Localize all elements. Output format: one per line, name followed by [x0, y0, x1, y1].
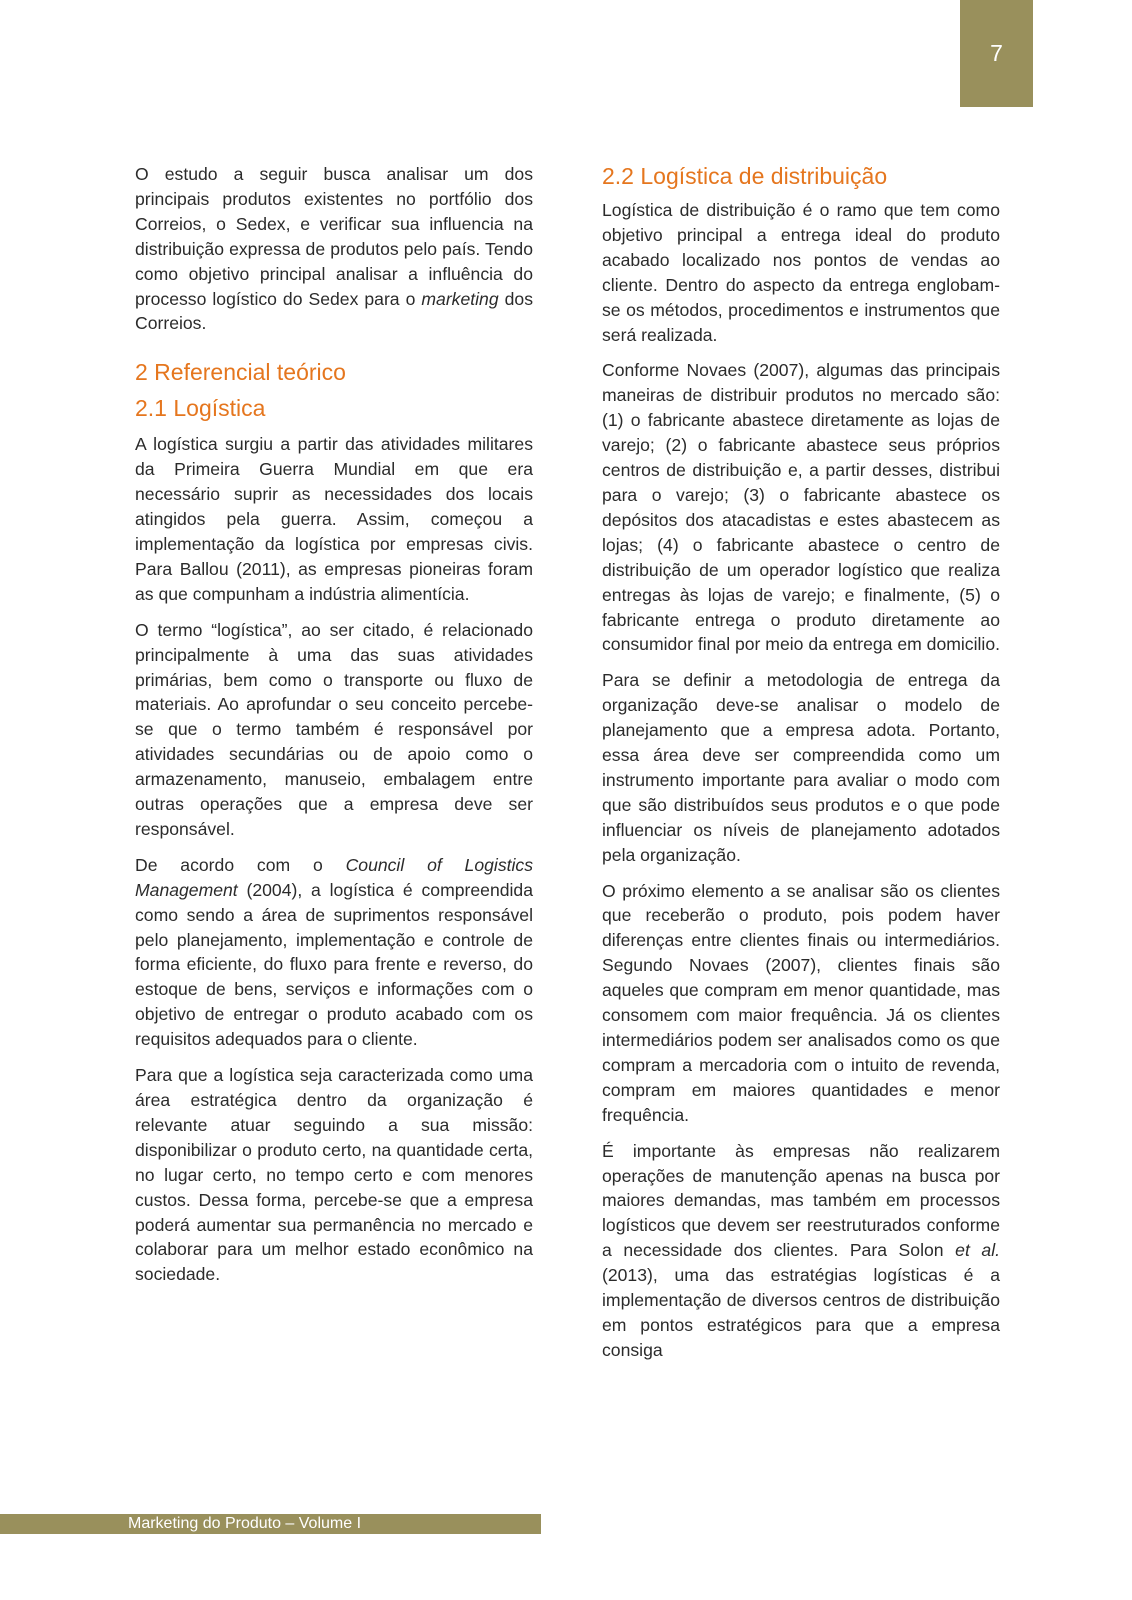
page-number-tab — [960, 0, 1033, 107]
council-italic: Council of Logistics Management — [135, 854, 534, 900]
right-column — [602, 162, 1000, 1374]
paragraph-novaes: Conforme Novaes (2007), algumas das principais maneiras de distribuir produtos no mercado são: (1) o fabricante abastece diretamente as lojas de varejo; (2) o fabricante abastece seus próprios centros de distribuição e, a partir desses, distribui para o varejo; (3) o fabricante abastece os depósitos dos atacadistas e estes abastecem as lojas; (4) o fabricante abastece o centro de distribuição de um operador logístico que realiza entregas às lojas de varejo; e finalmente, (5) o fabricante entrega o produto diretamente ao consumidor final por meio da entrega em domicilio. — [602, 360, 1001, 655]
footer-text: Marketing do Produto – Volume I — [128, 1515, 362, 1532]
paragraph-solon: É importante às empresas não realizarem operações de manutenção apenas na busca por maiores demandas, mas também em processos logísticos que devem ser reestruturados conforme a necessidade dos clientes. Para Solon et al. (2013), uma das estratégias logísticas é a implementação de diversos centros de distribuição em pontos estratégicos para que a empresa consiga — [602, 1140, 1000, 1360]
marketing-italic: marketing — [421, 288, 499, 309]
paragraph-clientes: O próximo elemento a se analisar são os clientes que receberão o produto, pois podem haver diferenças entre clientes finais ou intermediários. Segundo Novaes (2007), clientes finais são aqueles que compram em menor quantidade, mas consomem com maior frequência. Já os clientes intermediários podem ser analisados como os que compram a mercadoria com o intuito de revenda, compram em maiores quantidades e menor frequência. — [602, 880, 1000, 1125]
paragraph-termo: O termo “logística”, ao ser citado, é relacionado principalmente à uma das suas atividades primárias, bem como o transporte ou fluxo de materiais. Ao aprofundar o seu conceito percebe-se que o termo também é responsável por atividades secundárias ou de apoio como o armazenamento, manuseio, embalagem entre outras operações que a empresa deve ser responsável. — [135, 619, 533, 839]
paragraph-estrategica: Para que a logística seja caracterizada como uma área estratégica dentro da organização é relevante atuar seguindo a sua missão: disponibilizar o produto certo, na quantidade certa, no lugar certo, no tempo certo e com menores custos. Dessa forma, percebe-se que a empresa poderá aumentar sua permanência no mercado e colaborar para um melhor estado econômico na sociedade. — [135, 1065, 533, 1285]
paragraph-council: De acordo com o Council of Logistics Management (2004), a logística é compreendida como sendo a área de suprimentos responsável pelo planejamento, implementação e controle de forma eficiente, do fluxo para frente e reverso, do estoque de bens, serviços e informações com o objetivo de entregar o produto acabado com os requisitos adequados para o cliente. — [135, 854, 534, 1050]
subheading-logistica: 2.1 Logística — [135, 395, 266, 422]
paragraph-definicao: Logística de distribuição é o ramo que tem como objetivo principal a entrega ideal do produto acabado localizado nos pontos de vendas ao cliente. Dentro do aspecto da entrega englobam-se os métodos, procedimentos e instrumentos que será realizada. — [602, 200, 1000, 345]
left-column — [135, 162, 533, 1298]
et-al-italic: et al. — [955, 1240, 1000, 1261]
paragraph-logistica-origin: A logística surgiu a partir das atividades militares da Primeira Guerra Mundial em que era necessário suprir as necessidades dos locais atingidos pela guerra. Assim, começou a implementação da logística por empresas civis. Para Ballou (2011), as empresas pioneiras foram as que compunham a indústria alimentícia. — [135, 434, 533, 604]
paragraph-metodologia: Para se definir a metodologia de entrega da organização deve-se analisar o modelo de planejamento que a empresa adota. Portanto, essa área deve ser compreendida como um instrumento importante para avaliar o modo com que são distribuídos seus produtos e o que pode influenciar os níveis de planejamento adotados pela organização. — [602, 670, 1000, 865]
intro-paragraph: O estudo a seguir busca analisar um dos principais produtos existentes no portfólio dos Correios, o Sedex, e verificar sua influencia na distribuição expressa de produtos pelo país. Tendo como objetivo principal analisar a influência do processo logístico do Sedex para o marketing dos Correios. — [135, 164, 533, 334]
subheading-distribuicao: 2.2 Logística de distribuição — [602, 163, 888, 189]
section-heading: 2 Referencial teórico — [135, 359, 346, 386]
page-number: 7 — [990, 40, 1003, 66]
footer-band — [0, 1514, 541, 1534]
